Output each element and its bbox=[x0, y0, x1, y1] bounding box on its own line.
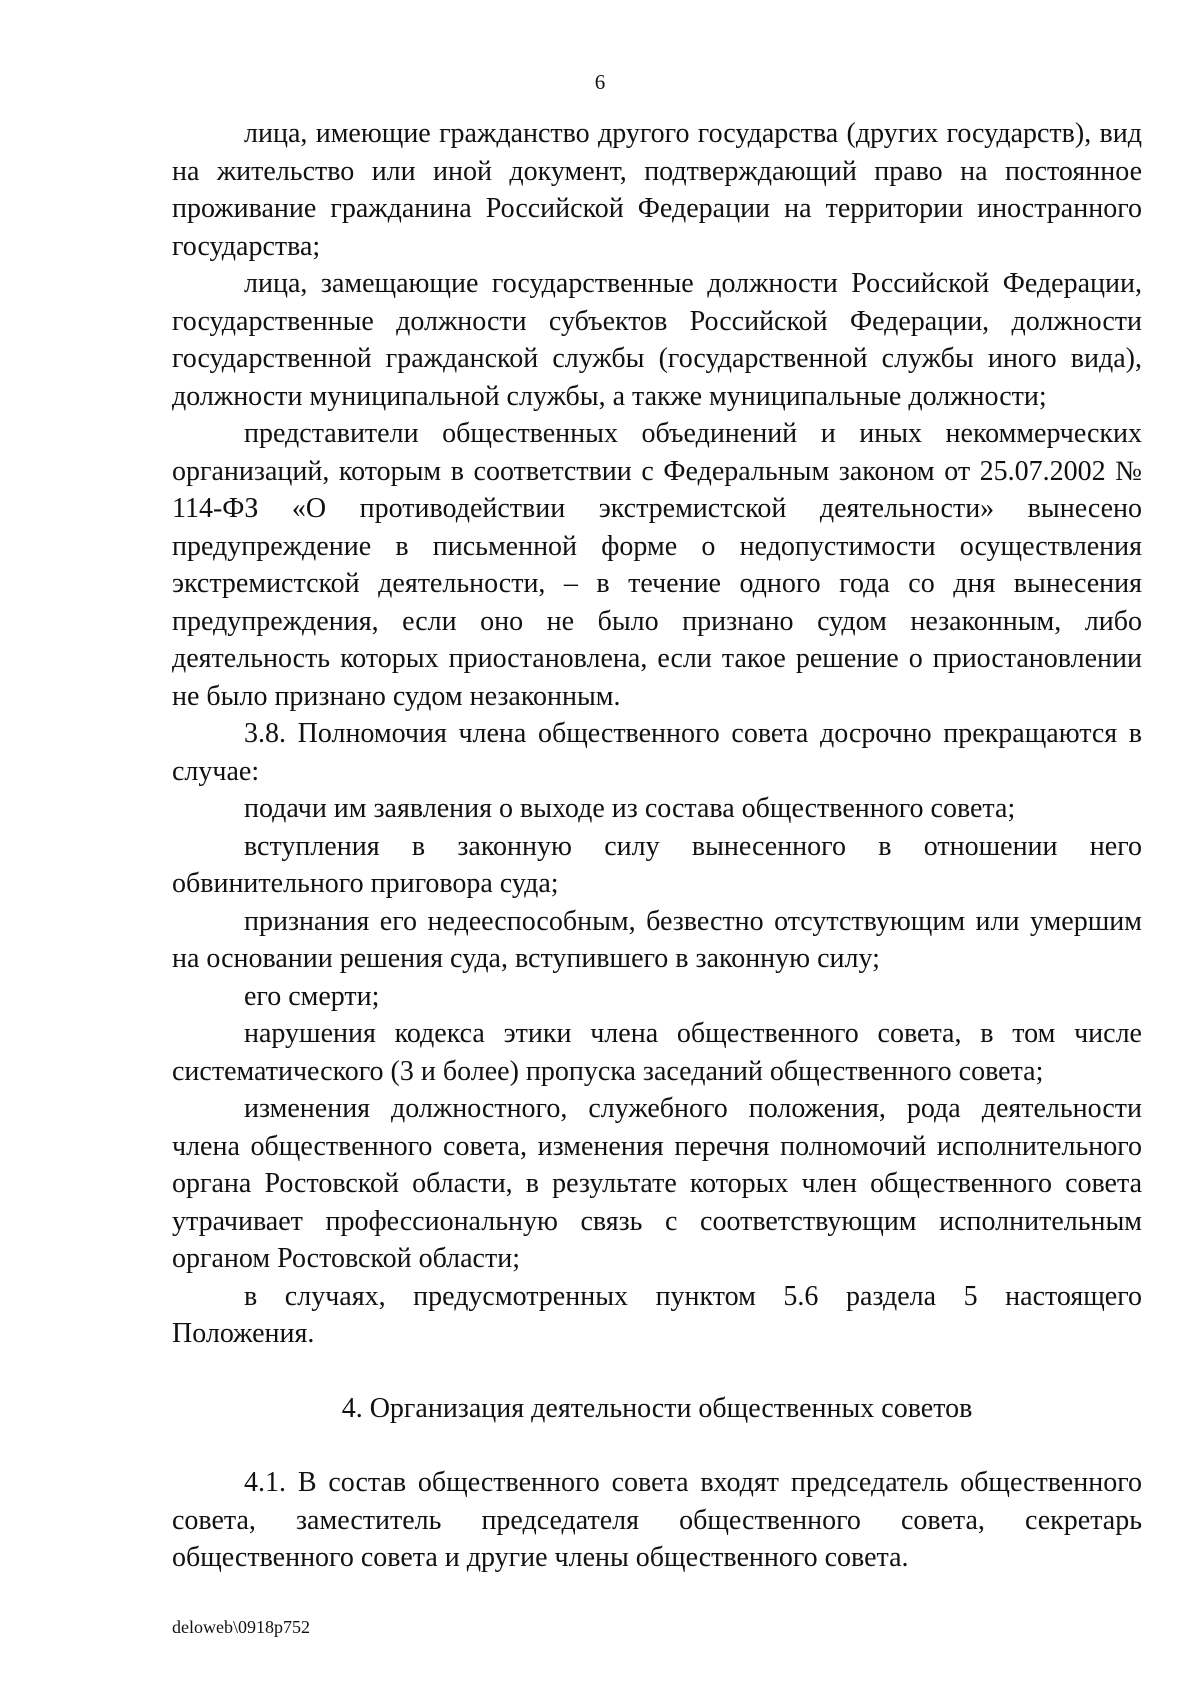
paragraph-position-change: изменения должностного, служебного положения, рода деятельности члена общественного совета, изменения перечня полномочий исполнительного органа Ростовской области, в результате которых член общественного совета утрачивает профессиональную связь с соответствующим исполнительным органом Ростовской области; bbox=[172, 1093, 1142, 1274]
document-body bbox=[172, 115, 1142, 1577]
paragraph-clause-5-6: в случаях, предусмотренных пунктом 5.6 раздела 5 настоящего Положения. bbox=[172, 1280, 1142, 1349]
paragraph-clause-3-8: 3.8. Полномочия члена общественного совета досрочно прекращаются в случае: bbox=[172, 718, 1142, 787]
page-number: 6 bbox=[594, 70, 606, 94]
document-footer-code: deloweb\0918p752 bbox=[172, 1617, 310, 1637]
paragraph-state-positions: лица, замещающие государственные должности Российской Федерации, государственные должности субъектов Российской Федерации, должности государственной гражданской службы (государственной службы иного вида), должности муниципальной службы, а также муниципальные должности; bbox=[172, 268, 1142, 412]
paragraph-foreign-citizenship: лица, имеющие гражданство другого государства (других государств), вид на жительство или иной документ, подтверждающий право на постоянное проживание гражданина Российской Федерации на территории иностранного государства; bbox=[172, 118, 1142, 262]
paragraph-clause-4-1: 4.1. В состав общественного совета входят председатель общественного совета, заместитель председателя общественного совета, секретарь общественного совета и другие члены общественного совета. bbox=[172, 1467, 1142, 1573]
paragraph-incapacity: признания его недееспособным, безвестно отсутствующим или умершим на основании решения суда, вступившего в законную силу; bbox=[172, 905, 1142, 974]
paragraph-resignation: подачи им заявления о выходе из состава общественного совета; bbox=[244, 793, 1016, 824]
section-heading: 4. Организация деятельности общественных советов bbox=[341, 1392, 973, 1424]
paragraph-ethics-violation: нарушения кодекса этики члена общественного совета, в том числе систематического (3 и более) пропуска заседаний общественного совета; bbox=[172, 1018, 1142, 1087]
paragraph-extremism-warning: представители общественных объединений и иных некоммерческих организаций, которым в соответствии с Федеральным законом от 25.07.2002 № 114-ФЗ «О противодействии экстремистской деятельности» вынесено предупреждение в письменной форме о недопустимости осуществления экстремистской деятельности, – в течение одного года со дня вынесения предупреждения, если оно не было признано судом незаконным, либо деятельность которых приостановлена, если такое решение о приостановлении не было признано судом незаконным. bbox=[172, 418, 1142, 712]
paragraph-conviction: вступления в законную силу вынесенного в отношении него обвинительного приговора суда; bbox=[172, 830, 1142, 899]
paragraph-death: его смерти; bbox=[244, 980, 380, 1012]
